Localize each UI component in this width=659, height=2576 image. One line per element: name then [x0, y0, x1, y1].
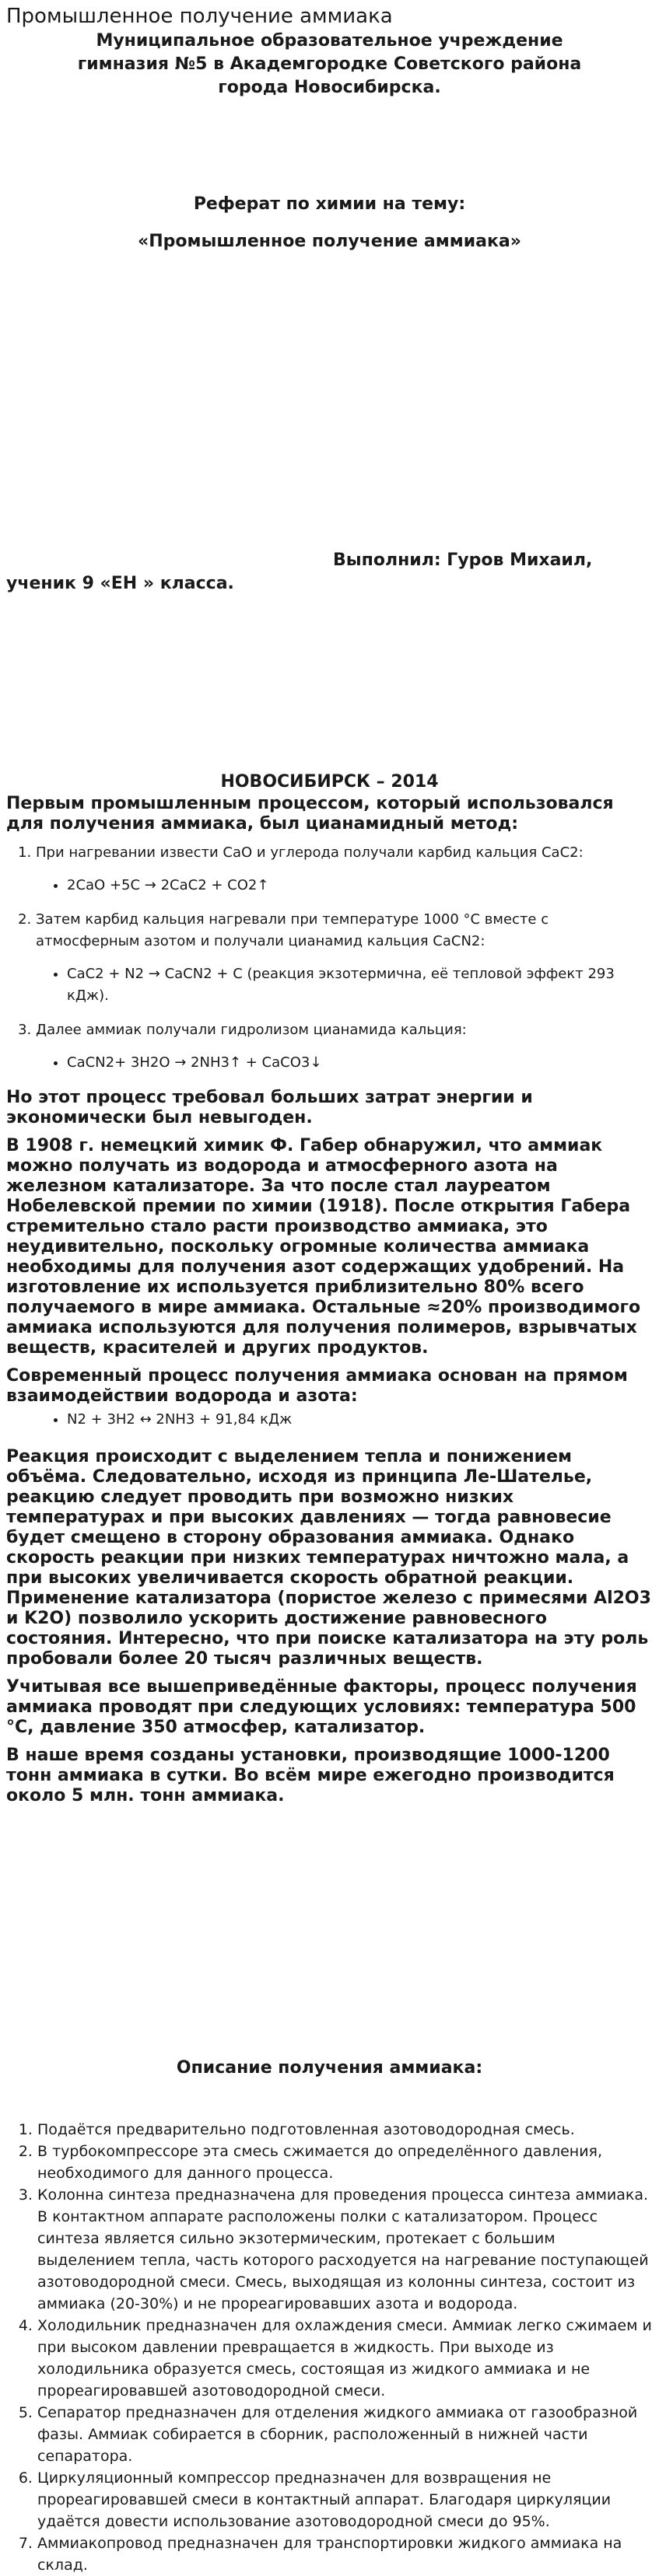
synthesis-reaction-list: [6, 1410, 653, 1430]
description-step: 5. Сепаратор предназначен для отделения жидкого аммиака от газообразной фазы. Аммиак собирается в сборник, расположенный в нижней части сепаратора.: [37, 2402, 653, 2467]
description-step: 7. Аммиакопровод предназначен для транспортировки жидкого аммиака на склад.: [37, 2532, 653, 2576]
method-step-text: При нагревании извести CaO и углерода получали карбид кальция CaC2:: [36, 844, 584, 861]
description-step: 4. Холодильник предназначен для охлаждения смеси. Аммиак легко сжимаем и при высоком давлении превращается в жидкость. При выходе из холодильника образуется смесь, состоящая из жидкого аммиака и не прореагировавшей азотоводородной смеси.: [37, 2315, 653, 2402]
method-step: [36, 1019, 653, 1074]
method-formula: • CaC2 + N2 → CaCN2 + C (реакция экзотермична, её тепловой эффект 293 кДж).: [67, 963, 653, 1007]
essay-title: «Промышленное получение аммиака»: [138, 232, 521, 251]
document-title: Промышленное получение аммиака: [6, 5, 393, 28]
method-step: [36, 842, 653, 897]
method-formula: • 2CaO +5C → 2CaC2 + CO2↑: [67, 875, 653, 897]
description-step: 2. В турбокомпрессоре эта смесь сжимается до определённого давления, необходимого для данного процесса.: [37, 2141, 653, 2184]
description-step: 6. Циркуляционный компрессор предназначен для возвращения не прореагировавшей смеси в контактный аппарат. Благодаря циркуляции удаётся довести использование азотоводородной смеси до 95%.: [37, 2467, 653, 2532]
description-step: 1. Подаётся предварительно подготовленная азотоводородная смесь.: [37, 2119, 653, 2141]
cyanamide-method-list: [6, 842, 653, 1074]
method-step-text: Далее аммиак получали гидролизом цианамида кальция:: [36, 1022, 467, 1038]
paragraph-modern-process: Современный процесс получения аммиака основан на прямом взаимодействии водорода и азота:: [6, 1366, 628, 1406]
author-class: ученик 9 «ЕН » класса.: [6, 574, 234, 593]
paragraph-le-chatelier: Реакция происходит с выделением тепла и понижением объёма. Следовательно, исходя из принципа Ле-Шателье, реакцию следует проводить при возможно низких температурах и при высоких давлениях — тогда равновесие будет смещено в сторону образования аммиака. Однако скорость реакции при низких температурах ничтожно мала, а при высоких увеличивается скорость обратной реакции. Применение катализатора (пористое железо с примесями Al2O3 и K2O) позволило ускорить достижение равновесного состояния. Интересно, что при поиске катализатора на эту роль пробовали более 20 тысяч различных веществ.: [6, 1447, 651, 1669]
method-step-text: Затем карбид кальция нагревали при температуре 1000 °C вместе с атмосферным азотом и получали цианамид кальция CaCN2:: [36, 911, 549, 949]
paragraph-production-volume: В наше время созданы установки, производящие 1000-1200 тонн аммиака в сутки. Во всём мире ежегодно производится около 5 млн. тонн аммиака.: [6, 1746, 615, 1805]
city-year: НОВОСИБИРСК – 2014: [220, 772, 439, 792]
school-name: Муниципальное образовательное учреждение гимназия №5 в Академгородке Советского района города Новосибирска.: [77, 31, 582, 97]
description-title: Описание получения аммиака:: [176, 2058, 483, 2078]
method-step: [36, 909, 653, 1007]
essay-topic-label: Реферат по химии на тему:: [193, 194, 466, 214]
intro-paragraph: Первым промышленным процессом, который использовался для получения аммиака, был цианамидный метод:: [6, 794, 614, 834]
description-step: 3. Колонна синтеза предназначена для проведения процесса синтеза аммиака. В контактном аппарате расположены полки с катализатором. Процесс синтеза является сильно экзотермическим, протекает с большим выделением тепла, часть которого расходуется на нагревание поступающей азотоводородной смеси. Смесь, выходящая из колонны синтеза, состоит из аммиака (20-30%) и не прореагировавших азота и водорода.: [37, 2184, 653, 2315]
author-block: [6, 549, 653, 596]
paragraph-conditions: Учитывая все вышеприведённые факторы, процесс получения аммиака проводят при следующих условиях: температура 500 °C, давление 350 атмосфер, катализатор.: [6, 1677, 637, 1737]
paragraph-energy-cost: Но этот процесс требовал больших затрат энергии и экономически был невыгоден.: [6, 1088, 533, 1127]
method-formula: • CaCN2+ 3H2O → 2NH3↑ + CaCO3↓: [67, 1052, 653, 1074]
paragraph-haber: В 1908 г. немецкий химик Ф. Габер обнаружил, что аммиак можно получать из водорода и атмосферного азота на железном катализаторе. За что после стал лауреатом Нобелевской премии по химии (1918). После открытия Габера стремительно стало расти производство аммиака, это неудивительно, поскольку огромные количества аммиака необходимы для получения азот содержащих удобрений. На изготовление их используется приблизительно 80% всего получаемого в мире аммиака. Остальные ≈20% производимого аммиака используются для получения полимеров, взрывчатых веществ, красителей и других продуктов.: [6, 1136, 641, 1358]
document-page: [0, 3, 659, 2576]
author-name: Выполнил: Гуров Михаил,: [333, 551, 593, 570]
description-steps-list: [6, 2119, 653, 2576]
synthesis-reaction: • N2 + 3H2 ↔ 2NH3 + 91,84 кДж: [67, 1410, 653, 1430]
